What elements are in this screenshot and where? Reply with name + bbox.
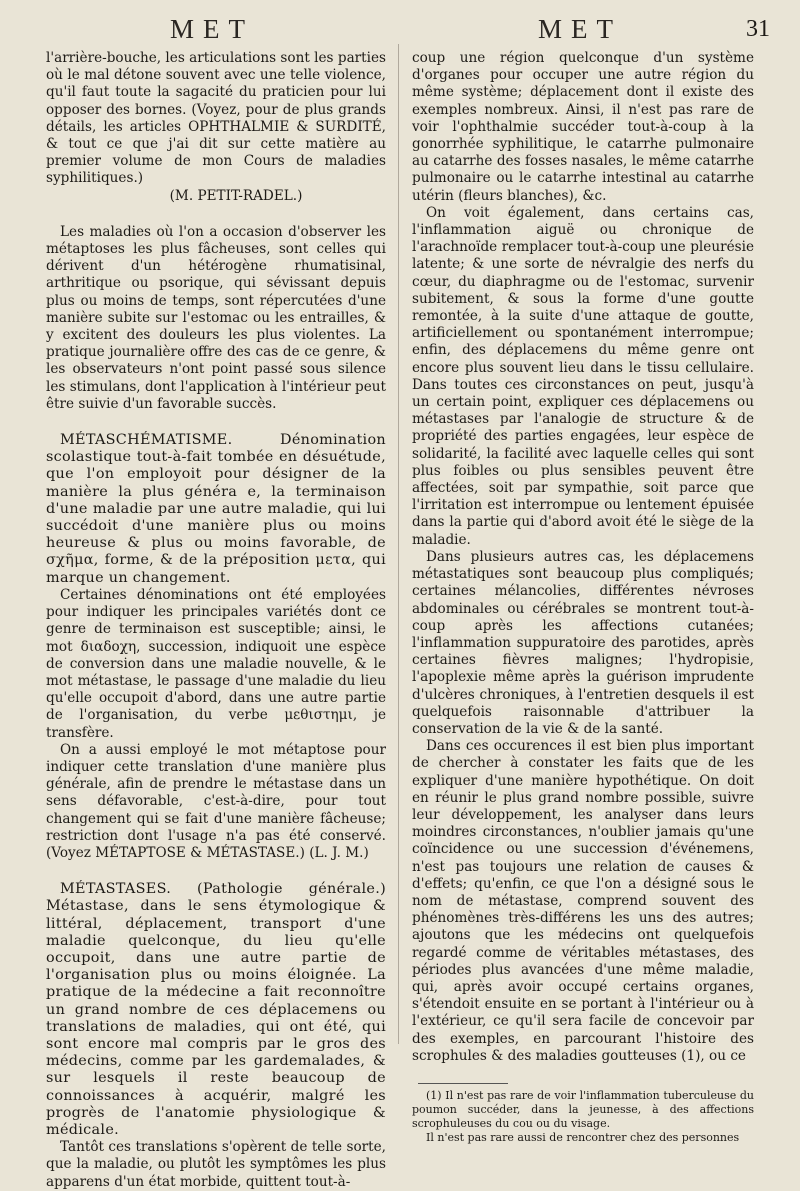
paragraph: Dans ces occurences il est bien plus important de chercher à constater les faits que de les expliquer d'une manière hypothétique. On doit en réunir le plus grand nombre possible, suivre leur développement, les analyser dans leurs moindres circonstances, n'oublier jamais qu'une coïncidence ou une succession d'événemens, n'est pas toujours une relation de causes & d'effets; qu'enfin, ce que l'on a désigné sous le nom de métastase, comprend souvent des phénomènes très-différens les uns des autres; ajoutons que les médecins ont quelquefois regardé comme de véritables métastases, des périodes plus avancées d'une même maladie, qui, après avoir occupé certains organes, s'étendoit ensuite en se portant à l'intérieur ou à l'extérieur, ce qu'il sera facile de concevoir par des exemples, en parcourant l'histoire des scrophules & des maladies goutteuses (1), ou ce [412, 738, 754, 1064]
right-column [412, 50, 754, 1145]
running-head-left: MET [170, 14, 254, 44]
paragraph: l'arrière-bouche, les articulations sont les parties où le mal détone souvent avec une telle violence, qu'il faut toute la sagacité du praticien pour lui opposer des bornes. (Voyez, pour de plus grands détails, les articles OPHTHALMIE & SURDITÉ, & tout ce que j'ai dit sur cette matière au premier volume de mon Cours de maladies syphilitiques.) [46, 50, 386, 187]
paragraph: Tantôt ces translations s'opèrent de telle sorte, que la maladie, ou plutôt les symptômes les plus apparens d'un état morbide, quittent tout-à- [46, 1139, 386, 1190]
footnote-rule [418, 1083, 508, 1084]
footnote: Il n'est pas rare aussi de rencontrer chez des personnes [426, 1130, 740, 1144]
paragraph: Certaines dénominations ont été employées pour indiquer les principales variétés dont ce genre de terminaison est susceptible; ainsi, le mot διαδοχη, succession, indiquoit une espèce de conversion dans une maladie nouvelle, & le mot métastase, le passage d'une maladie du lieu qu'elle occupoit d'abord, dans une autre partie de l'organisation, du verbe μεθιστημι, je transfère. [46, 586, 386, 741]
paragraph: Dans plusieurs autres cas, les déplacemens métastatiques sont beaucoup plus compliqués; certaines mélancolies, différentes névroses abdominales ou cérébrales se montrent tout-à-coup après les affections cutanées; l'inflammation suppuratoire des parotides, après certaines fièvres malignes; l'hydropisie, l'apoplexie même après la guérison imprudente d'ulcères chroniques, à l'entretien desquels il est quelquefois raisonnable d'attribuer la conservation de la vie & de la santé. [412, 548, 754, 737]
footnote: (1) Il n'est pas rare de voir l'inflammation tuberculeuse du poumon succéder, dans la jeunesse, à des affections scrophuleuses du cou ou du visage. [412, 1088, 754, 1130]
paragraph: On voit également, dans certains cas, l'inflammation aiguë ou chronique de l'arachnoïde remplacer tout-à-coup une pleurésie latente; & une sorte de névralgie des nerfs du cœur, du diaphragme ou de l'estomac, survenir subitement, & sous la forme d'une goutte remontée, à la suite d'une attaque de goutte, artificiellement ou spontanément interrompue; enfin, des déplacemens du même genre ont encore plus souvent lieu dans le tissu cellulaire. Dans toutes ces circonstances on peut, jusqu'à un certain point, expliquer ces déplacemens ou métastases par l'analogie de structure & de propriété des parties engagées, leur espèce de solidarité, la facilité avec laquelle celles qui sont plus foibles ou plus sensibles peuvent être affectées, soit par sympathie, soit parce que l'irritation est interrompue ou lentement épuisée dans la partie qui d'abord avoit été le siège de la maladie. [412, 204, 754, 548]
running-head-right: MET [538, 14, 622, 44]
author-signature: (M. PETIT-RADEL.) [169, 187, 303, 204]
paragraph: Les maladies où l'on a occasion d'observer les métaptoses les plus fâcheuses, sont celles qui dérivent d'un hétérogène rhumatisinal, arthritique ou psorique, qui sévissant depuis plus ou moins de temps, sont répercutées d'une manière subite sur l'estomac ou les entrailles, & y excitent des douleurs les plus violentes. La pratique journalière offre des cas de ce genre, & les observateurs n'ont point passé sous silence les stimulans, dont l'application à l'intérieur peut être suivie d'un favorable succès. [46, 223, 386, 412]
paragraph: coup une région quelconque d'un système d'organes pour occuper une autre région du même système; déplacement dont il existe des exemples nombreux. Ainsi, il n'est pas rare de voir l'ophthalmie succéder tout-à-coup à la gonorrhée syphilitique, le catarrhe pulmonaire au catarrhe des fosses nasales, le même catarrhe pulmonaire ou le catarrhe intestinal au catarrhe utérin (fleurs blanches), &c. [412, 50, 754, 204]
column-rule [398, 44, 399, 1044]
entry-metastases: MÉTASTASES. (Pathologie générale.) Métastase, dans le sens étymologique & littéral, déplacement, transport d'une maladie quelconque, du lieu qu'elle occupoit, dans une autre partie de l'organisation plus ou moins éloignée. La pratique de la médecine a fait reconnoître un grand nombre de ces déplacemens ou translations de maladies, qui ont été, qui sont encore mal compris par le gros des médecins, comme par les gardemalades, & sur lesquels il reste beaucoup de connoissances à acquérir, malgré les progrès de l'anatomie physiologique & médicale. [46, 881, 386, 1138]
entry-metaschematisme: MÉTASCHÉMATISME. Dénomination scolastique tout-à-fait tombée en désuétude, que l'on employoit pour désigner de la manière la plus généra e, la terminaison d'une maladie par une autre maladie, qui lui succédoit d'une manière plus ou moins heureuse & plus ou moins favorable, de σχῆμα, forme, & de la préposition μετα, qui marque un changement. [46, 432, 386, 586]
left-column [46, 50, 386, 1191]
page-number: 31 [746, 16, 770, 42]
paragraph: On a aussi employé le mot métaptose pour indiquer cette translation d'une manière plus générale, afin de prendre le métastase dans un sens défavorable, c'est-à-dire, pour tout changement qui se fait d'une manière fâcheuse; restriction dont l'usage n'a pas été conservé. (Voyez MÉTAPTOSE & MÉTASTASE.) (L. J. M.) [46, 741, 386, 861]
